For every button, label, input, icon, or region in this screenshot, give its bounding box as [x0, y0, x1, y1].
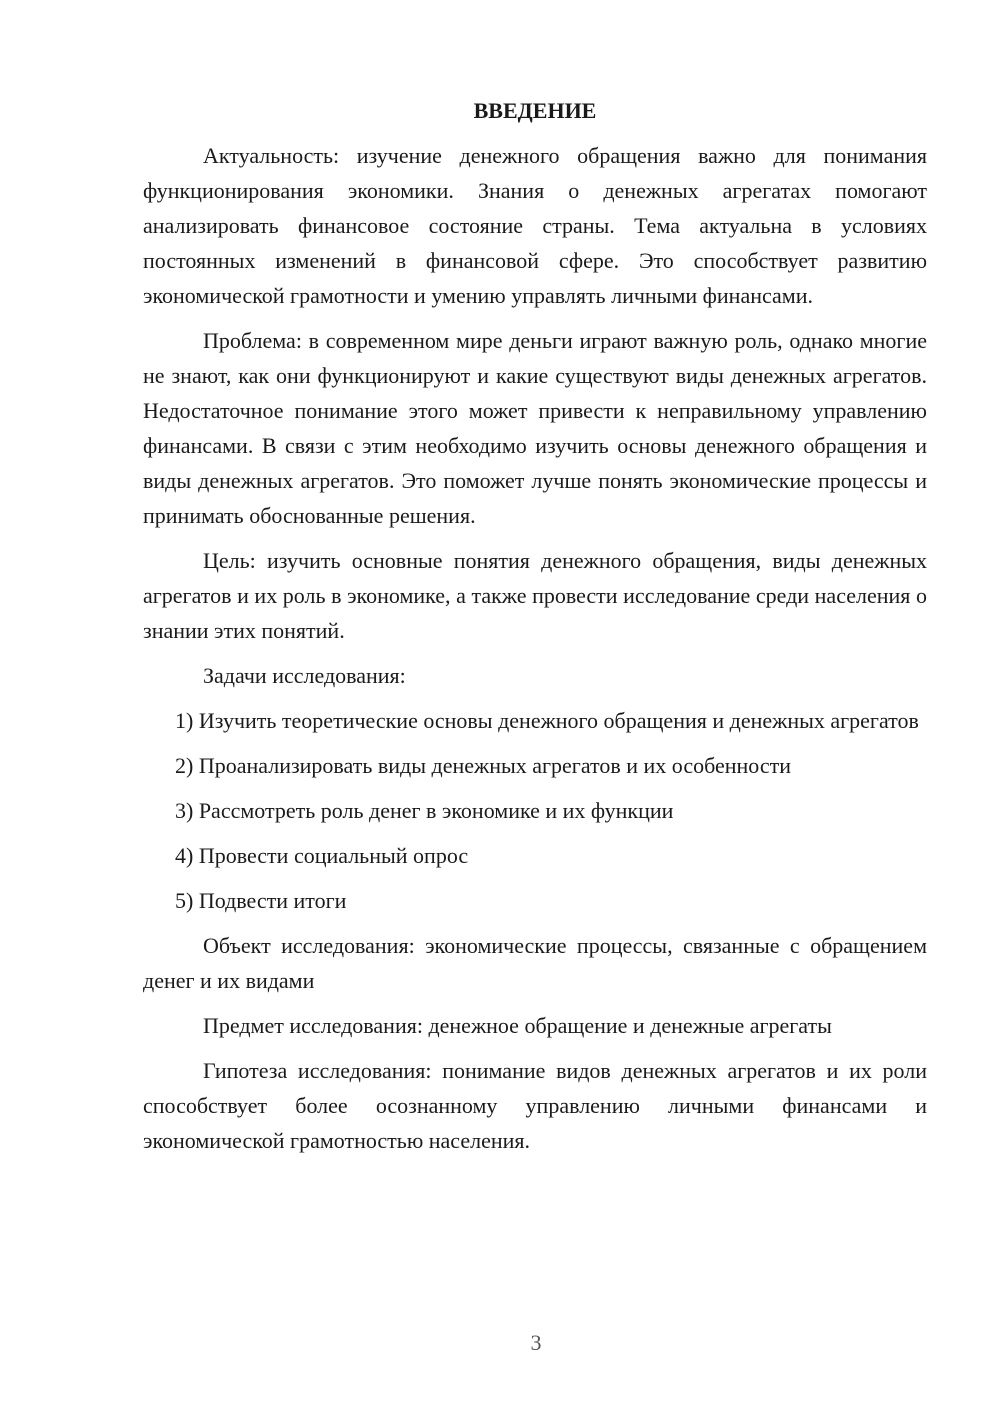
list-item: 3) Рассмотреть роль денег в экономике и их функции	[175, 798, 674, 823]
object-paragraph: Объект исследования: экономические процессы, связанные с обращением денег и их видами	[143, 933, 927, 993]
subject-paragraph: Предмет исследования: денежное обращение и денежные агрегаты	[203, 1013, 832, 1038]
hypothesis-paragraph: Гипотеза исследования: понимание видов денежных агрегатов и их роли способствует более осознанному управлению личными финансами и экономической грамотностью населения.	[143, 1058, 927, 1153]
list-item: 1) Изучить теоретические основы денежного обращения и денежных агрегатов	[175, 708, 919, 733]
tasks-heading: Задачи исследования:	[203, 663, 406, 688]
section-title: ВВЕДЕНИЕ	[473, 98, 597, 123]
problem-paragraph: Проблема: в современном мире деньги играют важную роль, однако многие не знают, как они функционируют и какие существуют виды денежных агрегатов. Недостаточное понимание этого может привести к неправильному управлению финансами. В связи с этим необходимо изучить основы денежного обращения и виды денежных агрегатов. Это поможет лучше понять экономические процессы и принимать обоснованные решения.	[143, 328, 927, 528]
relevance-paragraph: Актуальность: изучение денежного обращения важно для понимания функционирования экономики. Знания о денежных агрегатах помогают анализировать финансовое состояние страны. Тема актуальна в условиях постоянных изменений в финансовой сфере. Это способствует развитию экономической грамотности и умению управлять личными финансами.	[143, 143, 927, 308]
document-page	[143, 96, 927, 1168]
tasks-list	[143, 703, 927, 918]
page-number: 3	[530, 1330, 542, 1355]
list-item: 2) Проанализировать виды денежных агрегатов и их особенности	[175, 753, 792, 778]
goal-paragraph: Цель: изучить основные понятия денежного обращения, виды денежных агрегатов и их роль в экономике, а также провести исследование среди населения о знании этих понятий.	[143, 548, 927, 643]
list-item: 5) Подвести итоги	[175, 888, 347, 913]
list-item: 4) Провести социальный опрос	[175, 843, 469, 868]
